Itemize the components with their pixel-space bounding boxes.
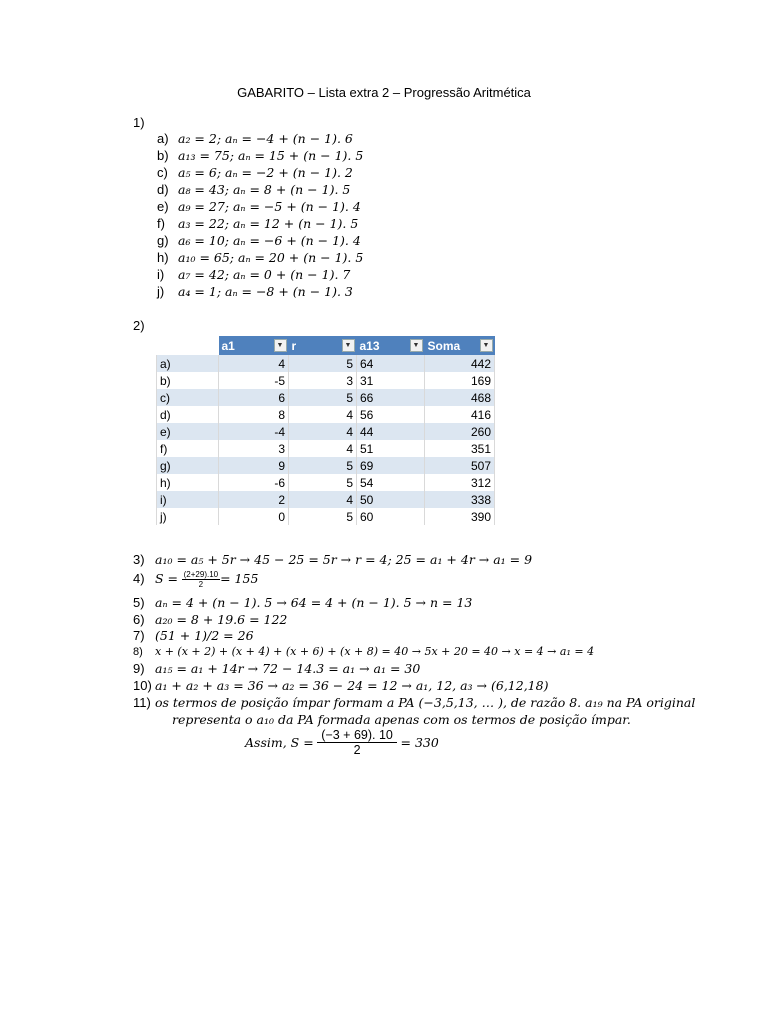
answer-number: 4): [133, 570, 145, 586]
answer-number: 11): [133, 695, 151, 710]
column-header-a1: [219, 336, 289, 355]
item-letter: i): [157, 267, 165, 282]
fraction-denominator: 2: [353, 743, 361, 757]
answer-formula: aₙ = 4 + (n − 1). 5 → 64 = 4 + (n − 1). 5 → n = 13: [155, 595, 473, 610]
corner-cell: [157, 336, 219, 355]
row-label: b): [157, 372, 219, 389]
answer-lhs: S =: [155, 570, 179, 586]
answer-11-line-2: [172, 712, 631, 727]
column-header-label: a13: [359, 338, 380, 353]
answer-number: 10): [133, 678, 152, 693]
cell-r: 4: [289, 406, 357, 423]
answer-11-line-1: [133, 695, 695, 710]
cell-a13: 54: [357, 474, 425, 491]
cell-a1: 9: [219, 457, 289, 474]
cell-a1: 8: [219, 406, 289, 423]
cell-a1: 6: [219, 389, 289, 406]
item-formula: a₆ = 10; aₙ = −6 + (n − 1). 4: [178, 233, 361, 248]
cell-a13: 50: [357, 491, 425, 508]
cell-soma: 351: [425, 440, 495, 457]
cell-soma: 260: [425, 423, 495, 440]
table-row: [157, 423, 495, 440]
cell-a1: 3: [219, 440, 289, 457]
list-item: [157, 130, 363, 147]
filter-dropdown-icon[interactable]: ▼: [410, 339, 423, 352]
answer-rhs: = 330: [400, 735, 439, 750]
answer-number: 6): [133, 612, 145, 627]
cell-a1: 2: [219, 491, 289, 508]
filter-dropdown-icon[interactable]: ▼: [274, 339, 287, 352]
answer-6: [133, 612, 287, 627]
answer-5: [133, 595, 472, 610]
answer-7: [133, 628, 254, 643]
cell-soma: 338: [425, 491, 495, 508]
column-header-label: a1: [221, 338, 235, 353]
answer-number: 3): [133, 552, 145, 567]
table-row: [157, 457, 495, 474]
row-label: c): [157, 389, 219, 406]
item-letter: d): [157, 182, 169, 197]
fraction-numerator: (−3 + 69). 10: [317, 728, 397, 743]
cell-a13: 64: [357, 355, 425, 372]
table-row: [157, 406, 495, 423]
item-letter: h): [157, 250, 169, 265]
table-header-row: [157, 336, 495, 355]
cell-a1: -6: [219, 474, 289, 491]
item-letter: g): [157, 233, 169, 248]
fraction: [317, 728, 397, 757]
answer-formula: a₁₅ = a₁ + 14r → 72 − 14.3 = a₁ → a₁ = 30: [155, 661, 421, 676]
item-formula: a₅ = 6; aₙ = −2 + (n − 1). 2: [178, 165, 353, 180]
cell-a13: 60: [357, 508, 425, 525]
answer-rhs: = 155: [220, 570, 259, 586]
cell-r: 4: [289, 491, 357, 508]
item-letter: c): [157, 165, 168, 180]
item-formula: a₁₀ = 65; aₙ = 20 + (n − 1). 5: [178, 250, 364, 265]
item-formula: a₉ = 27; aₙ = −5 + (n − 1). 4: [178, 199, 361, 214]
answer-formula: a₁ + a₂ + a₃ = 36 → a₂ = 36 − 24 = 12 → a₁, 12, a₃ → (6,12,18): [155, 678, 549, 693]
list-item: [157, 232, 363, 249]
page-title: GABARITO – Lista extra 2 – Progressão Aritmética: [237, 85, 531, 100]
list-item: [157, 147, 363, 164]
cell-soma: 442: [425, 355, 495, 372]
answer-11-sum: [245, 728, 439, 757]
item-formula: a₁₃ = 75; aₙ = 15 + (n − 1). 5: [178, 148, 364, 163]
row-label: f): [157, 440, 219, 457]
table-row: [157, 389, 495, 406]
item-formula: a₈ = 43; aₙ = 8 + (n − 1). 5: [178, 182, 351, 197]
cell-a1: -4: [219, 423, 289, 440]
row-label: a): [157, 355, 219, 372]
list-item: [157, 283, 363, 300]
table-row: [157, 372, 495, 389]
cell-r: 5: [289, 457, 357, 474]
answer-number: 5): [133, 595, 145, 610]
filter-dropdown-icon[interactable]: ▼: [480, 339, 493, 352]
cell-soma: 416: [425, 406, 495, 423]
table-row: [157, 440, 495, 457]
row-label: g): [157, 457, 219, 474]
table-row: [157, 491, 495, 508]
cell-r: 5: [289, 355, 357, 372]
answer-lhs: Assim, S =: [245, 735, 314, 750]
cell-a1: 4: [219, 355, 289, 372]
item-formula: a₃ = 22; aₙ = 12 + (n − 1). 5: [178, 216, 359, 231]
cell-a13: 31: [357, 372, 425, 389]
item-letter: f): [157, 216, 165, 231]
answer-number: 9): [133, 661, 145, 676]
list-item: [157, 198, 363, 215]
cell-a13: 44: [357, 423, 425, 440]
row-label: e): [157, 423, 219, 440]
row-label: j): [157, 508, 219, 525]
cell-a13: 51: [357, 440, 425, 457]
row-label: h): [157, 474, 219, 491]
answer-formula: a₂₀ = 8 + 19.6 = 122: [155, 612, 288, 627]
list-item: [157, 164, 363, 181]
item-formula: a₂ = 2; aₙ = −4 + (n − 1). 6: [178, 131, 353, 146]
list-item: [157, 215, 363, 232]
fraction: [182, 570, 220, 589]
item-formula: a₄ = 1; aₙ = −8 + (n − 1). 3: [178, 284, 353, 299]
question-1-list: [157, 130, 363, 300]
filter-dropdown-icon[interactable]: ▼: [342, 339, 355, 352]
column-header-label: r: [291, 338, 297, 353]
cell-r: 4: [289, 423, 357, 440]
list-item: [157, 266, 363, 283]
item-letter: a): [157, 131, 169, 146]
answer-formula: os termos de posição ímpar formam a PA (−3,5,13, … ), de razão 8. a₁₉ na PA original: [155, 695, 696, 710]
answer-3: [133, 552, 532, 567]
row-label: i): [157, 491, 219, 508]
table-row: [157, 355, 495, 372]
list-item: [157, 181, 363, 198]
column-header-label: Soma: [427, 338, 461, 353]
item-letter: b): [157, 148, 169, 163]
answer-8: [133, 645, 594, 658]
question-2-number: 2): [133, 318, 145, 333]
row-label: d): [157, 406, 219, 423]
question-1-number: 1): [133, 115, 145, 130]
answer-formula: (51 + 1)/2 = 26: [155, 628, 254, 643]
table-row: [157, 508, 495, 525]
cell-r: 5: [289, 389, 357, 406]
answer-formula: a₁₀ = a₅ + 5r → 45 − 25 = 5r → r = 4; 25 = a₁ + 4r → a₁ = 9: [155, 552, 533, 567]
cell-r: 3: [289, 372, 357, 389]
fraction-denominator: 2: [198, 580, 204, 589]
cell-r: 5: [289, 474, 357, 491]
answers-table: [156, 336, 495, 525]
cell-r: 4: [289, 440, 357, 457]
answer-4: [133, 570, 258, 589]
cell-a13: 66: [357, 389, 425, 406]
list-item: [157, 249, 363, 266]
answer-10: [133, 678, 548, 693]
fraction-numerator: (2+29).10: [183, 570, 219, 579]
cell-a1: -5: [219, 372, 289, 389]
item-formula: a₇ = 42; aₙ = 0 + (n − 1). 7: [178, 267, 351, 282]
answer-number: 8): [133, 646, 143, 658]
item-letter: j): [157, 284, 165, 299]
answer-9: [133, 661, 420, 676]
cell-soma: 312: [425, 474, 495, 491]
answer-formula: representa o a₁₀ da PA formada apenas com os termos de posição ímpar.: [172, 712, 631, 727]
cell-soma: 169: [425, 372, 495, 389]
cell-soma: 390: [425, 508, 495, 525]
column-header-r: [289, 336, 357, 355]
cell-soma: 468: [425, 389, 495, 406]
cell-soma: 507: [425, 457, 495, 474]
cell-a1: 0: [219, 508, 289, 525]
cell-a13: 56: [357, 406, 425, 423]
answer-formula: x + (x + 2) + (x + 4) + (x + 6) + (x + 8) = 40 → 5x + 20 = 40 → x = 4 → a₁ = 4: [155, 645, 595, 658]
answer-number: 7): [133, 628, 145, 643]
table-row: [157, 474, 495, 491]
column-header-soma: [425, 336, 495, 355]
column-header-a13: [357, 336, 425, 355]
cell-r: 5: [289, 508, 357, 525]
cell-a13: 69: [357, 457, 425, 474]
item-letter: e): [157, 199, 169, 214]
